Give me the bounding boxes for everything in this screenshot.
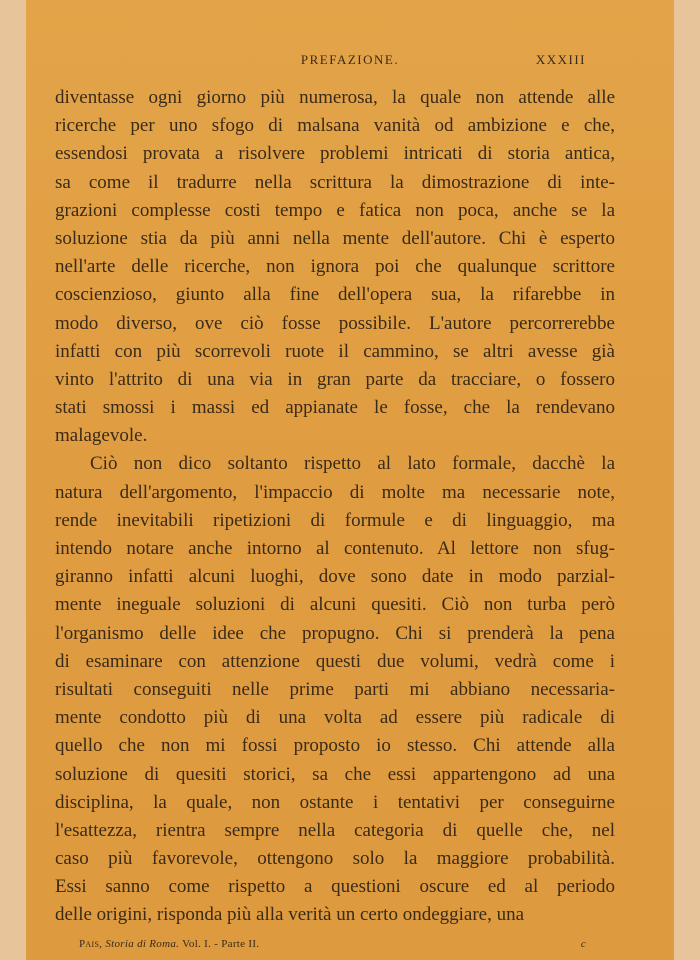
text-line: infatti con più scorrevoli ruote il cammino, se altri avesse già xyxy=(55,340,615,362)
text-line: modo diverso, ove ciò fosse possibile. L'autore percorrerebbe xyxy=(55,312,615,334)
text-line: natura dell'argomento, l'impaccio di molte ma necessarie note, xyxy=(55,481,615,503)
paragraph xyxy=(55,450,615,929)
text-line: grazioni complesse costi tempo e fatica non poca, anche se la xyxy=(55,199,615,221)
text-line: rende inevitabili ripetizioni di formule e di linguaggio, ma xyxy=(55,509,615,531)
footer-work: Storia di Roma. xyxy=(105,938,180,950)
text-line: caso più favorevole, ottengono solo la maggiore probabilità. xyxy=(55,848,615,870)
page-number: XXXIII xyxy=(535,52,586,67)
text-line: giranno infatti alcuni luoghi, dove sono date in modo parzial- xyxy=(55,566,615,588)
text-line: l'esattezza, rientra sempre nella categoria di quelle che, nel xyxy=(55,819,615,841)
text-line: diventasse ogni giorno più numerosa, la quale non attende alle xyxy=(55,87,615,108)
text-line: nell'arte delle ricerche, non ignora poi che qualunque scrittore xyxy=(55,256,615,278)
footer-author: Pais, xyxy=(79,938,103,950)
text-line: mente ineguale soluzioni di alcuni quesiti. Ciò non turba però xyxy=(55,594,615,616)
text-line: Ciò non dico soltanto rispetto al lato formale, dacchè la xyxy=(90,453,615,475)
text-line: l'organismo delle idee che propugno. Chi si prenderà la pena xyxy=(55,622,615,644)
text-line: disciplina, la quale, non ostante i tentativi per conseguirne xyxy=(55,791,615,813)
text-line: delle origini, risponda più alla verità un certo ondeggiare, una xyxy=(55,904,525,926)
header-title: PREFAZIONE. xyxy=(300,52,400,67)
text-line: malagevole. xyxy=(55,425,148,447)
footer-volume: Vol. I. - Parte II. xyxy=(182,938,260,950)
text-line: risultati conseguiti nelle prime parti mi abbiano necessaria- xyxy=(55,678,615,700)
text-line: quello che non mi fossi proposto io stesso. Chi attende alla xyxy=(55,735,615,757)
text-line: mente condotto più di una volta ad essere più radicale di xyxy=(55,707,615,729)
text-line: soluzione stia da più anni nella mente dell'autore. Chi è esperto xyxy=(55,227,615,249)
book-page xyxy=(26,0,674,960)
text-line: stati smossi i massi ed appianate le fosse, che la rendevano xyxy=(55,397,615,419)
text-line: di esaminare con attenzione questi due volumi, vedrà come i xyxy=(55,650,615,672)
text-line: ricerche per uno sfogo di malsana vanità od ambizione e che, xyxy=(55,115,615,137)
signature-mark: c xyxy=(580,938,586,950)
text-line: intendo notare anche intorno al contenuto. Al lettore non sfug- xyxy=(55,538,615,559)
paragraph xyxy=(55,84,615,450)
body-text xyxy=(55,84,615,930)
footer xyxy=(26,938,674,954)
text-line: soluzione di quesiti storici, sa che essi appartengono ad una xyxy=(55,763,615,785)
text-line: coscienzioso, giunto alla fine dell'opera sua, la rifarebbe in xyxy=(55,284,615,306)
running-header xyxy=(26,52,674,72)
footer-citation xyxy=(79,938,259,950)
text-line: vinto l'attrito di una via in gran parte da tracciare, o fossero xyxy=(55,368,615,390)
text-line: essendosi provata a risolvere problemi intricati di storia antica, xyxy=(55,143,615,165)
text-line: Essi sanno come rispetto a questioni oscure ed al periodo xyxy=(55,876,615,898)
text-line: sa come il tradurre nella scrittura la dimostrazione di inte- xyxy=(55,171,615,193)
